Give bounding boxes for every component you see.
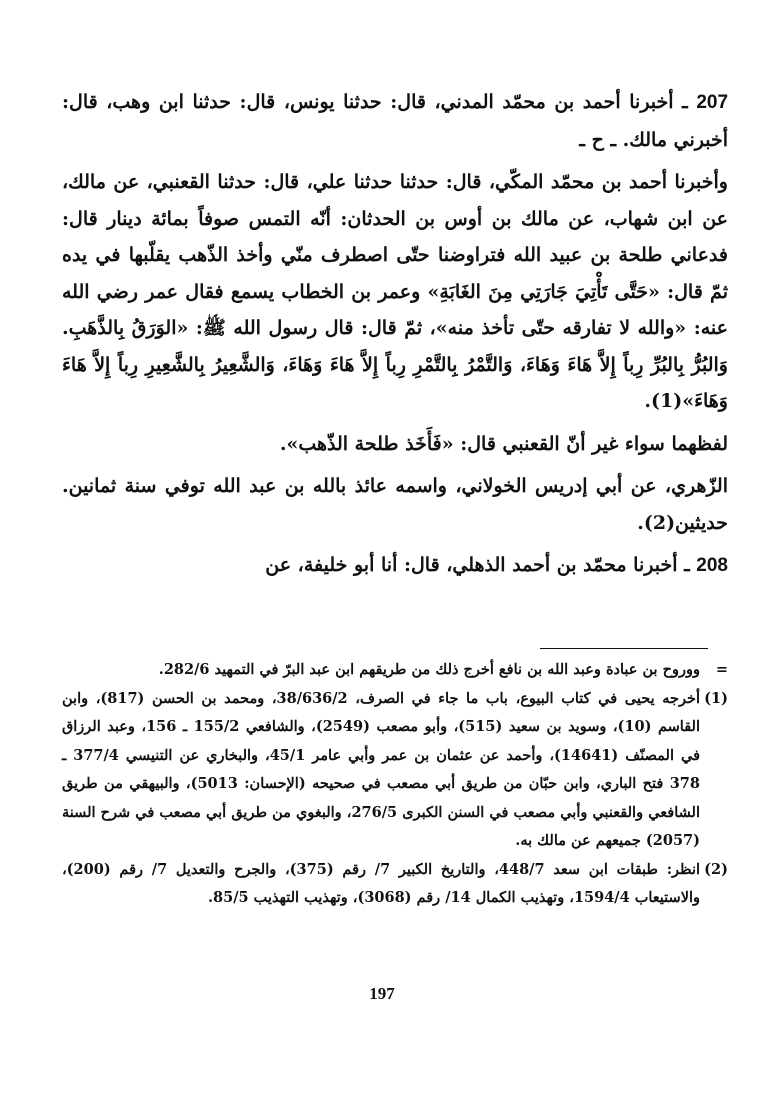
- hadith-207-number: 207: [696, 92, 729, 113]
- narrator-bio: الزّهري، عن أبي إدريس الخولاني، واسمه عائذ بالله بن عبد الله توفي سنة ثمانين. حديثين(2).: [62, 475, 728, 534]
- wording-note: لفظهما سواء غير أنّ القعنبي قال: «فَأَخَذ طلحة الذّهب».: [279, 432, 728, 455]
- hadith-207-dash: ـ: [673, 91, 697, 113]
- main-text: [62, 84, 728, 585]
- footnote-continuation: [62, 656, 728, 685]
- footnote-2-text: انظر: طبقات ابن سعد 448/7، والتاريخ الكبير 7/ رقم (375)، والجرح والتعديل 7/ رقم (200)، والاستيعاب 1594/4، وتهذيب الكمال 14/ رقم (3068)، وتهذيب التهذيب 85/5.: [62, 860, 701, 906]
- hadith-208: [62, 547, 728, 585]
- footnote-continuation-mark: =: [715, 661, 728, 678]
- hadith-207-text: أخبرنا أحمد بن محمّد المدني، قال: حدثنا يونس، قال: حدثنا ابن وهب، قال: أخبرني مالك. ـ ح ـ: [62, 91, 728, 151]
- footnote-continuation-text: ووروح بن عبادة وعبد الله بن نافع أخرج ذلك من طريقهم ابن عبد البرّ في التمهيد 282/6.: [158, 661, 700, 678]
- footnotes: [62, 656, 728, 913]
- hadith-208-number: 208: [696, 555, 728, 576]
- footnote-2: [62, 856, 728, 913]
- hadith-208-dash: ـ: [677, 554, 697, 576]
- footnote-1: [62, 685, 728, 856]
- hadith-207-second-chain: وأخبرنا أحمد بن محمّد المكّي، قال: حدثنا حدثنا علي، قال: حدثنا القعنبي، عن مالك، عن ابن شهاب، عن مالك بن أوس بن الحدثان: أنّه التمس صوفاً بمائة دينار قال: فدعاني طلحة بن عبيد الله فتراوضنا حتّى اصطرف منّي وأخذ الذّهب يقلّبها في يده ثمّ قال: «حَتَّى تَأْتِيَ جَارَتِي مِنَ الغَابَةِ» وعمر بن الخطاب يسمع فقال عمر رضي الله عنه: «والله لا تفارقه حتّى تأخذ منه»، ثمّ قال: قال رسول الله ﷺ: «الوَرَقُ بِالذَّهَبِ. وَالبُرُّ بِالبُرِّ رِباً إِلاَّ هَاءَ وَهَاءَ، وَالتَّمْرُ بِالتَّمْرِ رِباً إِلاَّ هَاءَ وَهَاءَ، وَالشَّعِيرُ بِالشَّعِيرِ رِباً إِلاَّ هَاءَ وَهَاءَ»(1).: [62, 171, 728, 412]
- hadith-208-text: أخبرنا محمّد بن أحمد الذهلي، قال: أنا أبو خليفة، عن: [265, 554, 678, 576]
- footnote-1-text: أخرجه يحيى في كتاب البيوع، باب ما جاء في الصرف، 38/636/2، ومحمد بن الحسن (817)، وابن القاسم (10)، وسويد بن سعيد (515)، وأبو مصعب (2549)، والشافعي 155/2 ـ 156، وعبد الرزاق في المصنّف (14641)، وأحمد عن عثمان بن عمر وأبي عامر 45/1، والبخاري عن التنيسي 377/4 ـ 378 فتح الباري، وابن حبّان من طريق أبي مصعب في صحيحه (الإحسان: 5013)، والبيهقي من طريق الشافعي والقعنبي وأبي مصعب في السنن الكبرى 276/5، والبغوي من طريق أبي مصعب في شرح السنة (2057) جميعهم عن مالك به.: [62, 689, 700, 849]
- page-number: 197: [369, 984, 395, 1003]
- hadith-207: [62, 84, 728, 158]
- footnote-separator: [540, 648, 708, 649]
- footnote-2-mark: (2): [704, 860, 728, 878]
- footnote-1-mark: (1): [704, 689, 728, 707]
